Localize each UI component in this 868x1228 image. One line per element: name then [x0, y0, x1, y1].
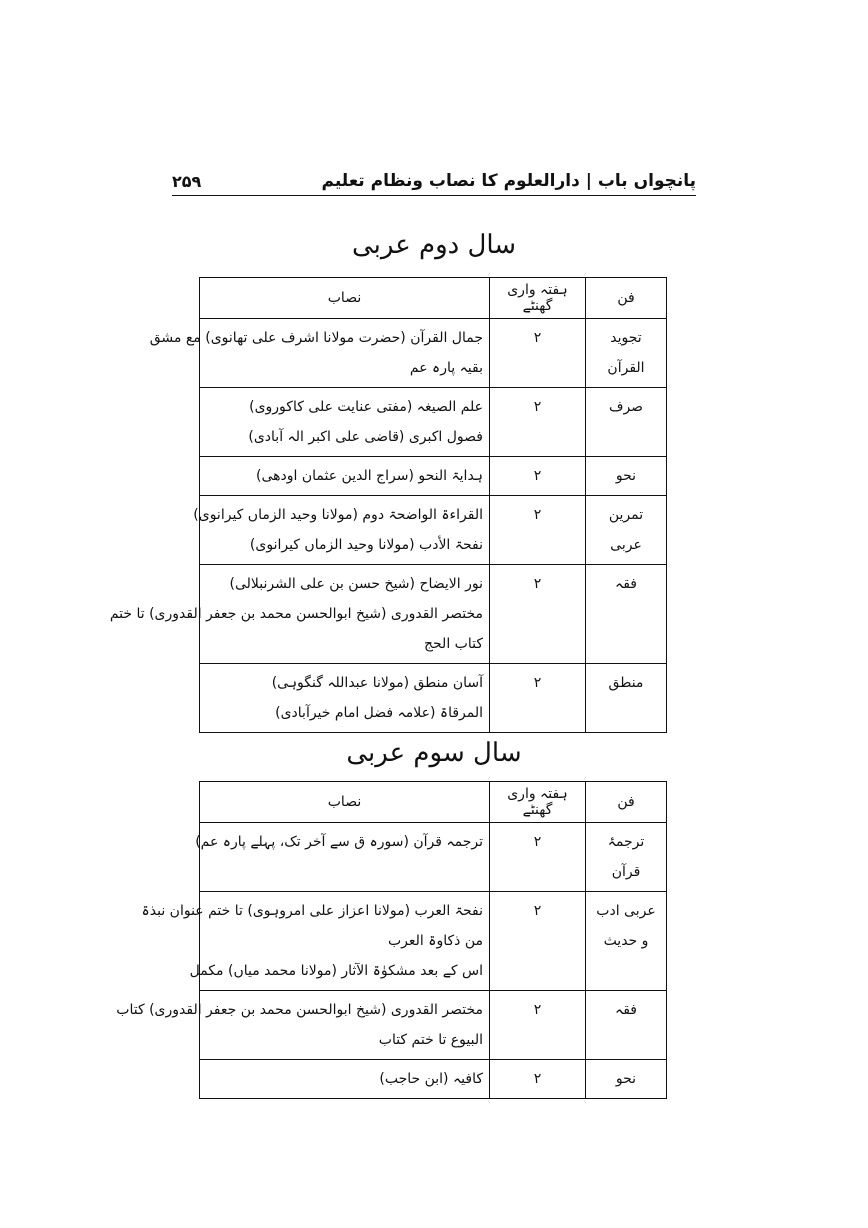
subject-cell: ترجمۂ قرآن: [586, 823, 667, 892]
book-line: جمال القرآن (حضرت مولانا اشرف علی تھانوی) مع مشق: [149, 330, 483, 346]
section-heading-third-year: سال سوم عربی: [346, 738, 522, 768]
book-line: المرقاۃ (علامہ فضل امام خیرآبادی): [275, 705, 483, 721]
book-line: القراءۃ الواضحۃ دوم (مولانا وحید الزماں کیرانوی): [193, 507, 483, 523]
nisab-cell: [193, 496, 490, 565]
hours-cell: ۲: [490, 496, 586, 565]
table-row: [200, 319, 667, 388]
book-line: آسان منطق (مولانا عبداللہ گنگوہی): [271, 675, 483, 691]
hours-cell: ۲: [490, 892, 586, 991]
page-number: ۲۵۹: [172, 172, 202, 191]
hours-cell: ۲: [490, 319, 586, 388]
page-header: [172, 158, 696, 196]
table-row: [200, 664, 667, 733]
hours-cell: ۲: [490, 388, 586, 457]
table-row: [200, 388, 667, 457]
table-header-row: [200, 782, 667, 823]
book-line: مختصر القدوری (شیخ ابوالحسن محمد بن جعفر القدوری) کتاب: [116, 1002, 483, 1018]
table-row: [200, 457, 667, 496]
nisab-cell: [195, 823, 490, 892]
table-row: [200, 892, 667, 991]
book-line: البیوع تا ختم کتاب: [378, 1032, 483, 1048]
syllabus-table-second-year: [109, 277, 667, 733]
subject-cell: فقہ: [586, 565, 667, 664]
book-line: ترجمہ قرآن (سورہ ق سے آخر تک، پہلے پارہ عم): [195, 834, 483, 850]
subject-cell: نحو: [586, 1060, 667, 1099]
column-header-subject: فن: [586, 782, 667, 823]
subject-cell: تجوید القرآن: [586, 319, 667, 388]
column-header-nisab: نصاب: [200, 782, 490, 823]
hours-cell: ۲: [490, 991, 586, 1060]
nisab-cell: [109, 565, 490, 664]
table-row: [200, 496, 667, 565]
book-line: نور الایضاح (شیخ حسن بن علی الشرنبلالی): [229, 576, 483, 592]
column-header-hours: ہفتہ واری گھنٹے: [490, 278, 586, 319]
nisab-cell: [141, 892, 490, 991]
book-line: بقیہ پارہ عم: [409, 360, 483, 376]
syllabus-table-third-year: [116, 781, 667, 1099]
book-line: علم الصیغہ (مفتی عنایت علی کاکوروی): [249, 399, 483, 415]
subject-cell: عربی ادب و حدیث: [586, 892, 667, 991]
hours-cell: ۲: [490, 1060, 586, 1099]
column-header-subject: فن: [586, 278, 667, 319]
book-line: فصول اکبری (قاضی علی اکبر الہ آبادی): [248, 429, 483, 445]
chapter-title: پانچواں باب | دارالعلوم کا نصاب ونظام تعلیم: [321, 171, 696, 191]
nisab-cell: [200, 457, 490, 496]
hours-cell: ۲: [490, 565, 586, 664]
book-line: کافیہ (ابن حاجب): [379, 1071, 483, 1087]
table-row: [200, 565, 667, 664]
column-header-nisab: نصاب: [200, 278, 490, 319]
book-line: من ذکاوۃ العرب: [388, 933, 483, 949]
book-line: ہدایۃ النحو (سراج الدین عثمان اودھی): [256, 468, 483, 484]
table-header-row: [200, 278, 667, 319]
nisab-cell: [116, 991, 490, 1060]
subject-cell: فقہ: [586, 991, 667, 1060]
book-line: کتاب الحج: [423, 636, 483, 652]
nisab-cell: [200, 388, 490, 457]
book-line: اس کے بعد مشکوٰۃ الآثار (مولانا محمد میاں) مکمل: [189, 963, 483, 979]
nisab-cell: [149, 319, 490, 388]
book-line: نفحۃ العرب (مولانا اعزاز علی امروہوی) تا ختم عنوان نبذۃ: [141, 903, 483, 919]
table-row: [200, 991, 667, 1060]
column-header-hours: ہفتہ واری گھنٹے: [490, 782, 586, 823]
hours-cell: ۲: [490, 664, 586, 733]
table-row: [200, 823, 667, 892]
book-line: مختصر القدوری (شیخ ابوالحسن محمد بن جعفر القدوری) تا ختم: [109, 606, 483, 622]
book-line: نفحۃ الأدب (مولانا وحید الزماں کیرانوی): [249, 537, 483, 553]
subject-cell: منطق: [586, 664, 667, 733]
table-row: [200, 1060, 667, 1099]
subject-cell: نحو: [586, 457, 667, 496]
subject-cell: صرف: [586, 388, 667, 457]
hours-cell: ۲: [490, 457, 586, 496]
nisab-cell: [200, 1060, 490, 1099]
hours-cell: ۲: [490, 823, 586, 892]
section-heading-second-year: سال دوم عربی: [351, 230, 517, 260]
nisab-cell: [200, 664, 490, 733]
subject-cell: تمرین عربی: [586, 496, 667, 565]
